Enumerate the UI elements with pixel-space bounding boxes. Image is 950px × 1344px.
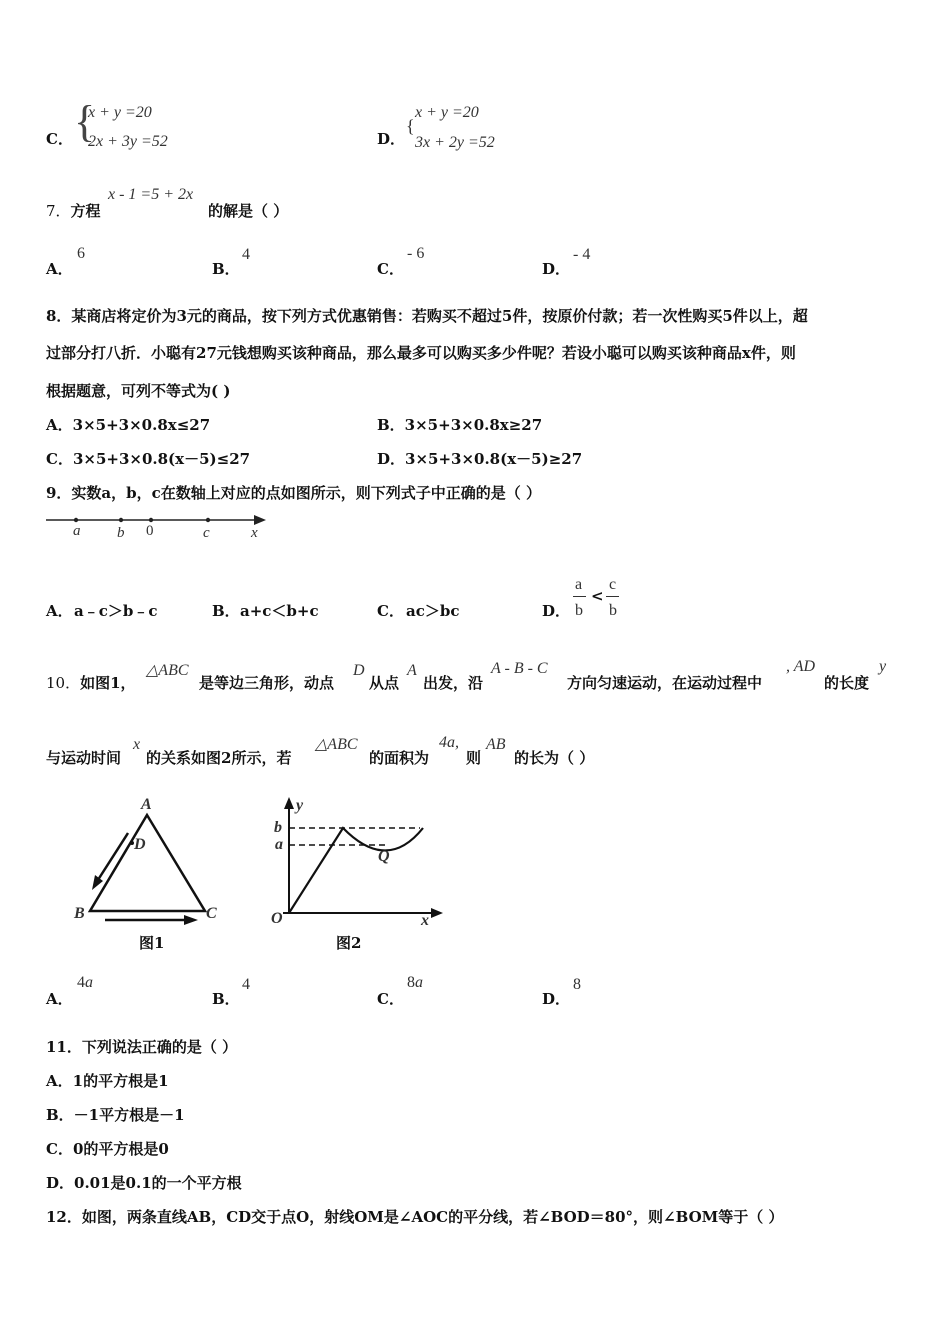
q8-option-b: B．3×5+3×0.8x≥27 <box>377 416 543 434</box>
fig1-label-a: A <box>141 796 152 813</box>
q9-option-a-text: a﹣c＞b﹣c <box>74 602 158 620</box>
fraction-2-bar <box>606 596 619 597</box>
figure-2-graph <box>265 795 450 930</box>
point-b <box>119 518 123 522</box>
number-line-arrow <box>254 515 266 525</box>
q10-text-9: 则 <box>466 749 482 767</box>
q10-x: x <box>133 736 141 753</box>
point-c <box>206 518 210 522</box>
q8-option-d: D．3×5+3×0.8(x－5)≥27 <box>377 450 583 468</box>
q9-option-c-text: ac＞bc <box>406 602 460 620</box>
fraction-operator: < <box>591 587 604 605</box>
q11-option-b: B．－1平方根是－1 <box>46 1106 185 1124</box>
point-a <box>74 518 78 522</box>
q6-option-c-line1: x + y =20 <box>88 104 152 121</box>
fraction-1-denominator: b <box>575 602 583 619</box>
number-line-label-a: a <box>73 523 81 539</box>
point-zero <box>149 518 153 522</box>
fig1-caption: 图1 <box>139 934 165 952</box>
fig1-label-c: C <box>206 905 217 922</box>
q7-option-a-value: 6 <box>77 245 85 262</box>
q9-option-d-label: D． <box>542 602 571 620</box>
q7-number: 7．方程 <box>46 202 101 220</box>
q9-option-b-text: a+c＜b+c <box>240 602 319 620</box>
fraction-2-denominator: b <box>609 602 617 619</box>
arrow-a-to-b-head <box>92 875 103 890</box>
fig2-label-b: b <box>274 819 282 836</box>
fig2-label-q: Q <box>378 848 390 865</box>
fig2-label-o: O <box>271 910 283 927</box>
q8-option-c: C．3×5+3×0.8(x－5)≤27 <box>46 450 251 468</box>
q10-triangle: △ABC <box>146 662 189 679</box>
q9-option-a-label: A． <box>46 602 73 620</box>
q10-option-a-value: 4a <box>77 974 93 991</box>
fig2-label-x: x <box>421 912 429 929</box>
q10-option-d-label: D． <box>542 990 571 1008</box>
fraction-1-bar <box>573 596 586 597</box>
q12-stem: 12．如图，两条直线AB，CD交于点O，射线OM是∠AOC的平分线，若∠BOD＝80°，则∠BOM等于（ ） <box>46 1208 784 1226</box>
q10-ad: , AD <box>786 658 816 675</box>
q10-text-3: 出发，沿 <box>423 674 484 692</box>
fig2-label-a: a <box>275 836 283 853</box>
q10-text-8: 的面积为 <box>369 749 430 767</box>
q10-option-b-value: 4 <box>242 976 250 993</box>
q10-triangle-2: △ABC <box>315 736 358 753</box>
q8-line-3: 根据题意，可列不等式为( ) <box>46 382 231 400</box>
q11-option-a: A．1的平方根是1 <box>46 1072 169 1090</box>
x-axis-arrow <box>431 908 443 918</box>
q8-line-2: 过部分打八折．小聪有27元钱想购买该种商品，那么最多可以购买多少件呢？若设小聪可以购买该种商品x件，则 <box>46 344 796 362</box>
q7-option-d-value: - 4 <box>573 246 591 263</box>
fig2-label-y: y <box>296 797 304 814</box>
number-line-label-c: c <box>203 525 210 541</box>
triangle-abc <box>90 815 205 911</box>
q10-option-d-value: 8 <box>573 976 581 993</box>
q7-option-c-label: C． <box>377 260 404 278</box>
number-line-label-x: x <box>251 525 258 541</box>
q10-path: A - B - C <box>491 660 548 677</box>
q7-option-a-label: A． <box>46 260 73 278</box>
q10-text-6: 与运动时间 <box>46 749 122 767</box>
q6-option-d-label: D． <box>377 130 406 148</box>
y-axis-arrow <box>284 797 294 809</box>
fig1-label-d: D <box>134 836 146 853</box>
q9-option-c-label: C． <box>377 602 404 620</box>
fraction-1-numerator: a <box>575 576 583 593</box>
q11-option-c: C．0的平方根是0 <box>46 1140 169 1158</box>
q6-option-c-line2: 2x + 3y =52 <box>88 133 168 150</box>
q10-text-10: 的长为（ ） <box>514 749 595 767</box>
q10-option-c-value: 8a <box>407 974 423 991</box>
fig2-caption: 图2 <box>336 934 362 952</box>
q7-option-b-label: B． <box>212 260 240 278</box>
graph-curve <box>289 828 423 913</box>
q9-stem: 9．实数a，b，c在数轴上对应的点如图所示，则下列式子中正确的是（ ） <box>46 484 542 502</box>
q6-option-d-line1: x + y =20 <box>415 104 479 121</box>
fig1-label-b: B <box>74 905 85 922</box>
q11-option-d: D．0.01是0.1的一个平方根 <box>46 1174 242 1192</box>
q11-stem: 11．下列说法正确的是（ ） <box>46 1038 238 1056</box>
q10-y: y <box>879 658 887 675</box>
q10-point-a: A <box>407 662 417 679</box>
q10-option-c-label: C． <box>377 990 404 1008</box>
q7-post: 的解是（ ） <box>208 202 289 220</box>
q8-option-a: A．3×5+3×0.8x≤27 <box>46 416 211 434</box>
q10-option-b-label: B． <box>212 990 240 1008</box>
q10-text-5: 的长度 <box>824 674 870 692</box>
q10-option-a-label: A． <box>46 990 73 1008</box>
q10-ab: AB <box>486 736 506 753</box>
q7-equation: x - 1 =5 + 2x <box>108 186 194 203</box>
q10-text-2: 从点 <box>369 674 400 692</box>
q10-point-d: D <box>353 662 365 679</box>
q6-option-d-line2: 3x + 2y =52 <box>415 134 495 151</box>
q10-text-1: 是等边三角形，动点 <box>199 674 335 692</box>
number-line-label-b: b <box>117 525 125 541</box>
q10-number: 10．如图1， <box>46 674 136 692</box>
q10-area: 4a, <box>439 734 459 751</box>
number-line-label-zero: 0 <box>146 523 154 539</box>
q10-text-4: 方向匀速运动，在运动过程中 <box>567 674 763 692</box>
q7-option-b-value: 4 <box>242 246 250 263</box>
q10-text-7: 的关系如图2所示，若 <box>146 749 292 767</box>
q6-option-c-brace: { <box>74 97 96 146</box>
q8-line-1: 8．某商店将定价为3元的商品，按下列方式优惠销售：若购买不超过5件，按原价付款；若一次性购买5件以上，超 <box>46 307 808 325</box>
q6-option-c-label: C． <box>46 130 73 148</box>
arrow-b-to-c-head <box>184 915 198 925</box>
q6-option-d-brace: { <box>406 116 415 136</box>
q7-option-d-label: D． <box>542 260 571 278</box>
fraction-2-numerator: c <box>609 576 617 593</box>
q7-option-c-value: - 6 <box>407 245 425 262</box>
q9-option-b-label: B． <box>212 602 240 620</box>
